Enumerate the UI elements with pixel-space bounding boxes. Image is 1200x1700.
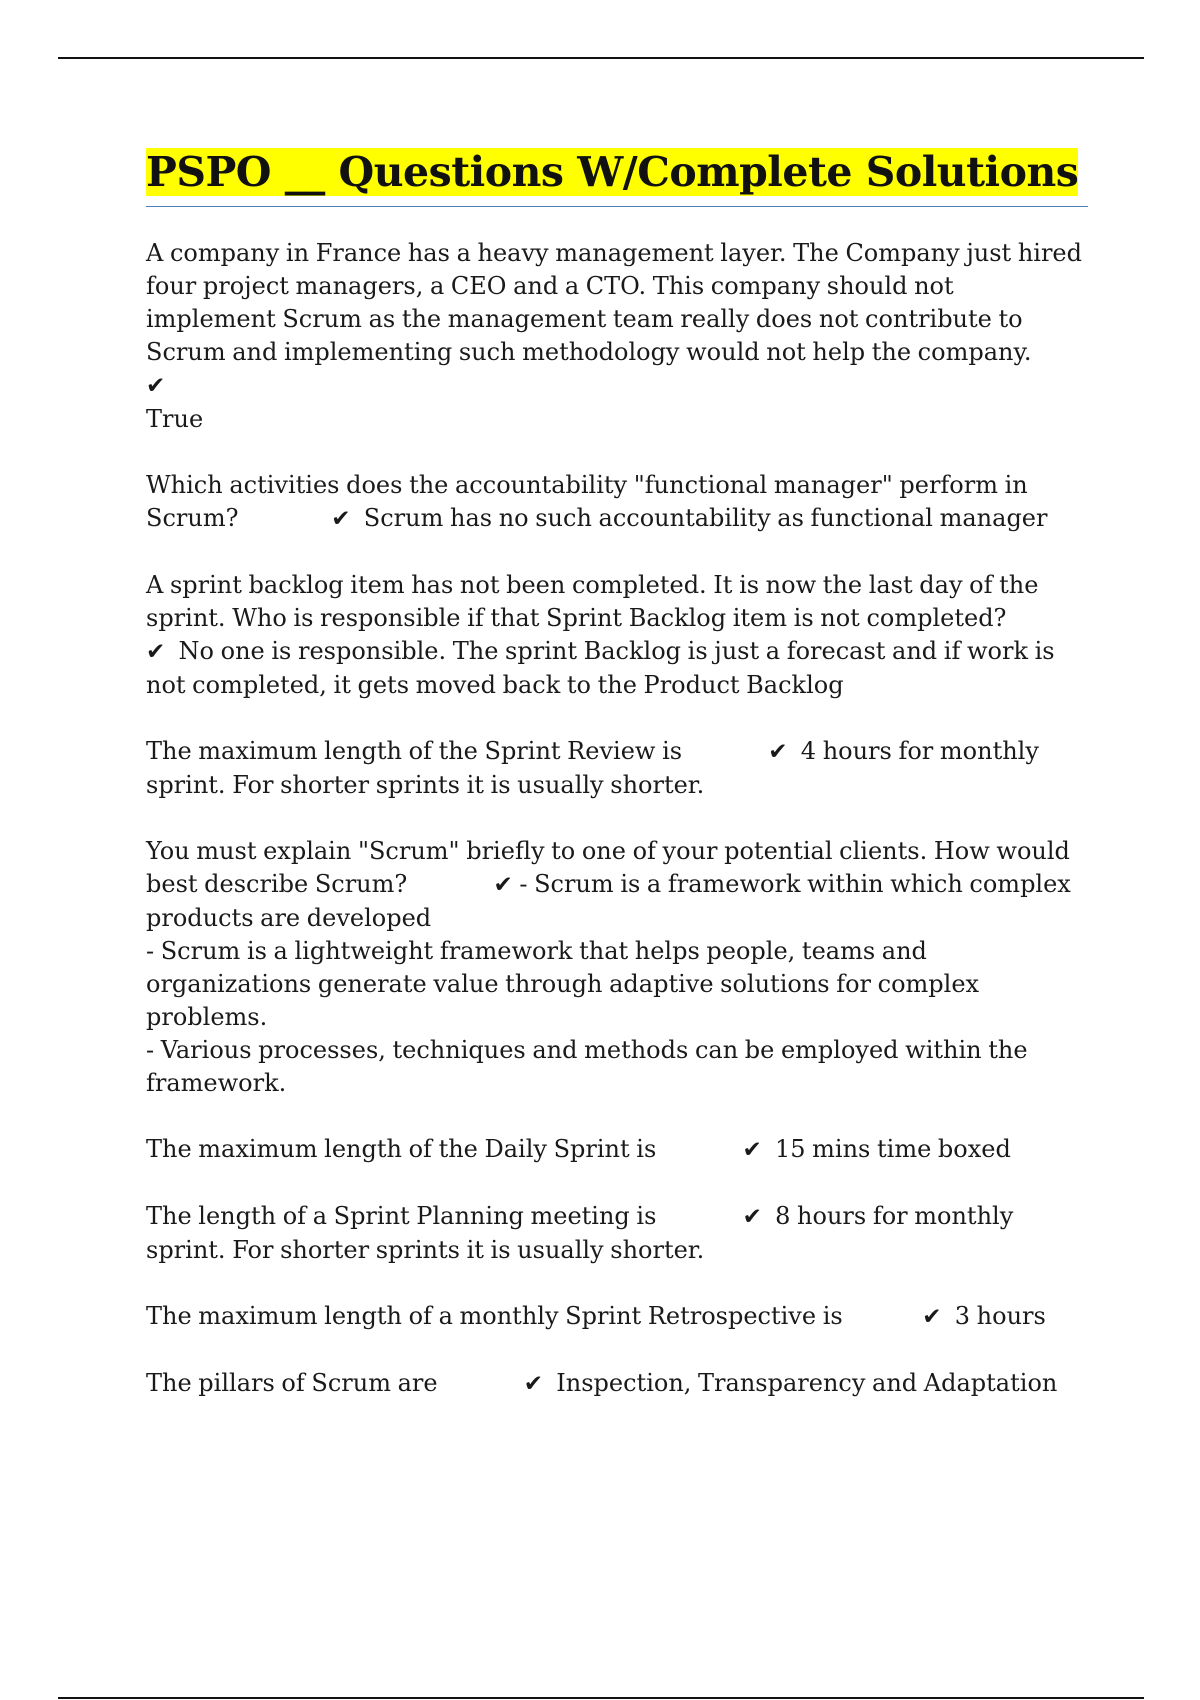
document-body <box>146 144 1088 1434</box>
page-title: PSPO __ Questions W/Complete Solutions <box>146 148 1079 196</box>
answer-text: - Scrum is a framework within which complex products are developed - Scrum is a lightweight framework that helps people, teams and organizations generate value through adaptive solutions for complex problems. - Various processes, techniques and methods can be employed within the framework. <box>146 870 1071 1097</box>
check-icon: ✔ <box>742 1137 762 1163</box>
question-text: A company in France has a heavy management layer. The Company just hired four project managers, a CEO and a CTO. This company should not implement Scrum as the management team really does not contribute to Scrum and implementing such methodology would not help the company. <box>146 239 1089 366</box>
qa-item-1 <box>146 237 1088 436</box>
check-icon: ✔ <box>146 639 166 665</box>
qa-item-8 <box>146 1300 1088 1334</box>
check-icon: ✔ <box>922 1304 942 1330</box>
answer-text: 8 hours for monthly sprint. For shorter sprints it is usually shorter. <box>146 1202 1020 1264</box>
question-text: The maximum length of a monthly Sprint Retrospective is <box>146 1302 843 1330</box>
check-icon: ✔ <box>742 1204 762 1230</box>
answer-text: Scrum has no such accountability as functional manager <box>363 504 1048 532</box>
answer-text: Inspection, Transparency and Adaptation <box>556 1369 1058 1397</box>
answer-text: 15 mins time boxed <box>775 1135 1011 1163</box>
check-icon: ✔ <box>493 872 513 898</box>
qa-item-3 <box>146 569 1088 702</box>
answer-text: 4 hours for monthly sprint. For shorter sprints it is usually shorter. <box>146 737 1046 799</box>
qa-item-5 <box>146 835 1088 1100</box>
question-text: Which activities does the accountability "functional manager" perform in Scrum? <box>146 471 1035 532</box>
check-icon: ✔ <box>768 739 788 765</box>
question-text: A sprint backlog item has not been completed. It is now the last day of the sprint. Who is responsible if that Sprint Backlog item is not completed? <box>146 571 1046 632</box>
qa-item-2 <box>146 469 1088 536</box>
question-text: The length of a Sprint Planning meeting is <box>146 1202 657 1230</box>
answer-text: 3 hours <box>954 1302 1046 1330</box>
qa-item-7 <box>146 1200 1088 1267</box>
question-text: The maximum length of the Sprint Review is <box>146 737 683 765</box>
check-icon: ✔ <box>523 1371 544 1397</box>
check-icon: ✔ <box>146 373 166 399</box>
top-rule <box>58 57 1144 59</box>
answer-text: True <box>146 405 204 433</box>
title-block <box>146 144 1088 207</box>
question-text: The pillars of Scrum are <box>146 1369 438 1397</box>
answer-text: No one is responsible. The sprint Backlog is just a forecast and if work is not completed, it gets moved back to the Product Backlog <box>146 637 1062 699</box>
bottom-rule <box>58 1697 1144 1699</box>
check-icon: ✔ <box>331 506 351 532</box>
question-text: The maximum length of the Daily Sprint is <box>146 1135 657 1163</box>
question-text: You must explain "Scrum" briefly to one of your potential clients. How would best describe Scrum? <box>146 837 1077 898</box>
qa-item-6 <box>146 1133 1088 1167</box>
qa-item-4 <box>146 735 1088 802</box>
qa-item-9 <box>146 1367 1088 1401</box>
